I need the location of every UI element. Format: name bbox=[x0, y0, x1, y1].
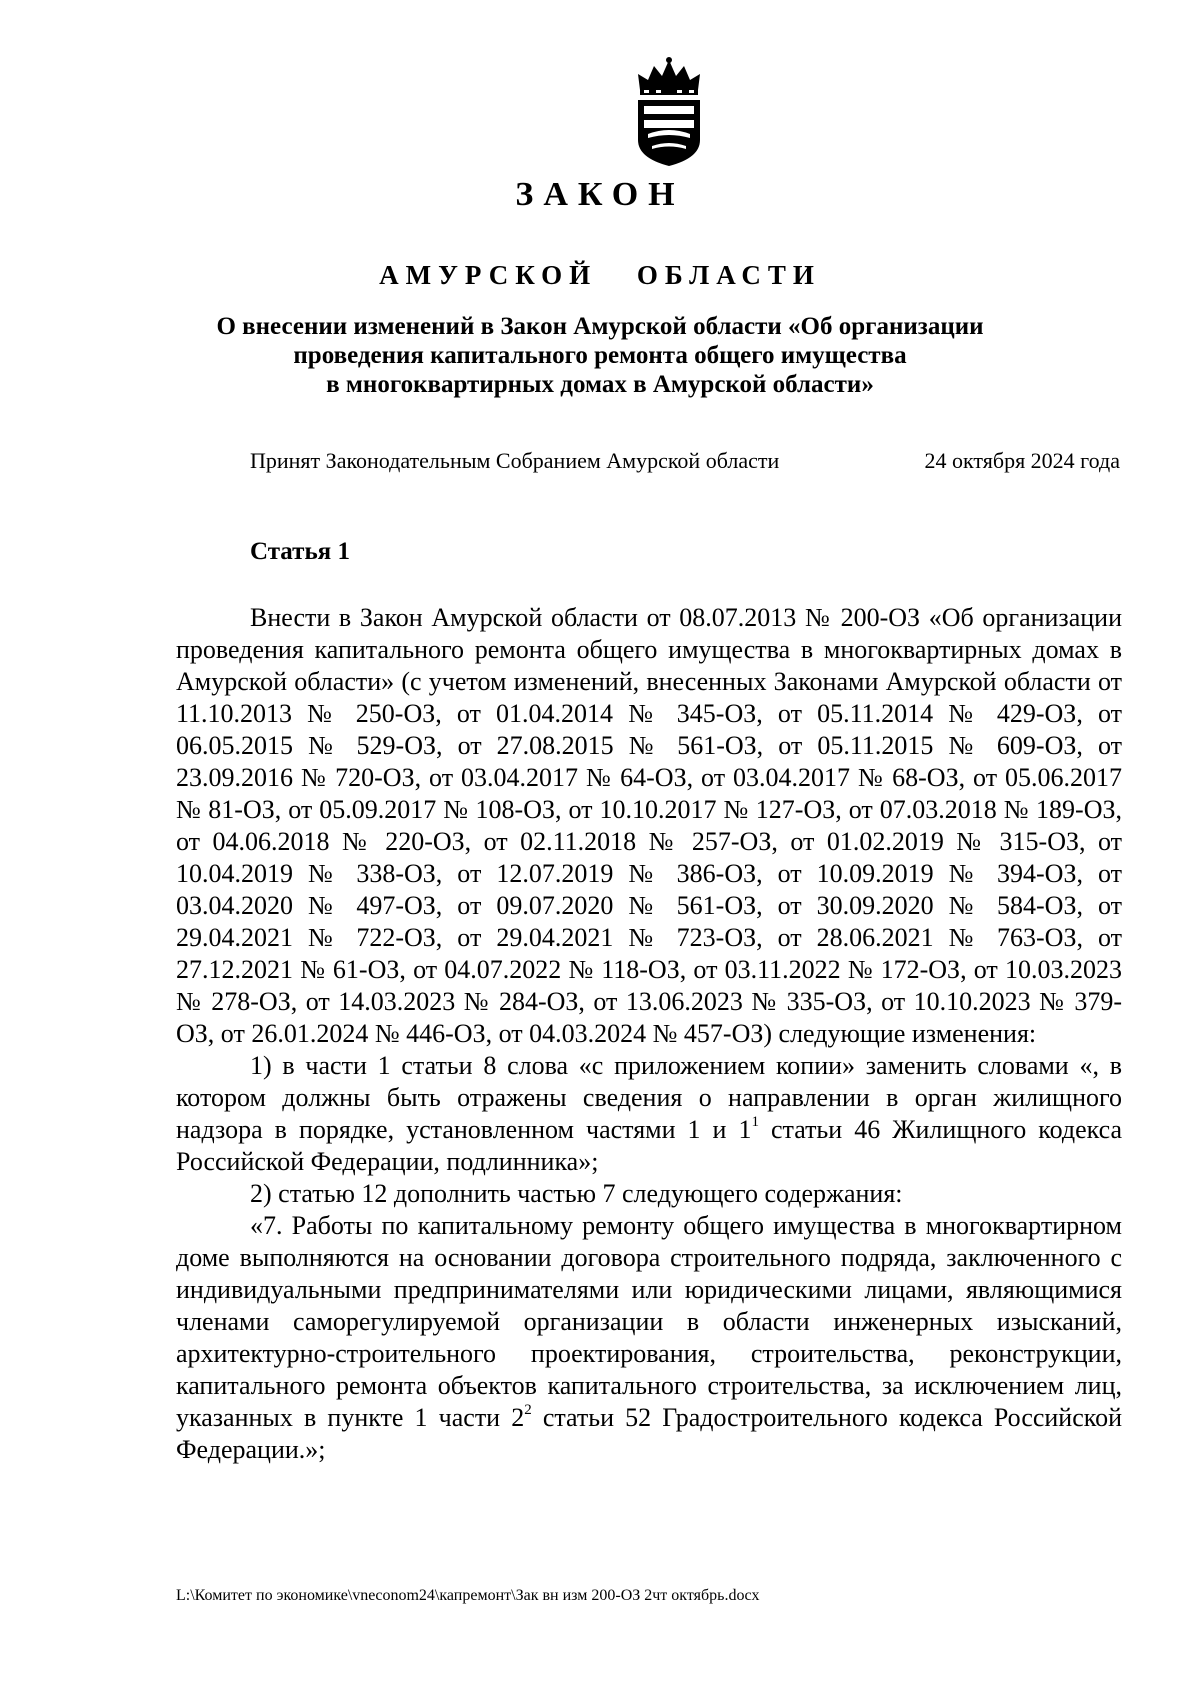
file-path-footer: L:\Комитет по экономике\vneconom24\капремонт\Зак вн изм 200-ОЗ 2чт октябрь.docx bbox=[176, 1587, 760, 1604]
subtitle-line: О внесении изменений в Закон Амурской области «Об организации bbox=[216, 313, 984, 340]
region-title: АМУРСКОЙ ОБЛАСТИ bbox=[379, 260, 821, 290]
article-body bbox=[176, 602, 1122, 1466]
amendment-quote bbox=[176, 1210, 1122, 1466]
amur-oblast-coat-of-arms-icon bbox=[632, 56, 706, 168]
article-intro: Внести в Закон Амурской области от 08.07.2013 № 200-ОЗ «Об организации проведения капитального ремонта общего имущества в многоквартирных домах в Амурской области» (с учетом изменений, внесенных Законами Амурской области от 11.10.2013 № 250-ОЗ, от 01.04.2014 № 345-ОЗ, от 05.11.2014 № 429-ОЗ, от 06.05.2015 № 529-ОЗ, от 27.08.2015 № 561-ОЗ, от 05.11.2015 № 609-ОЗ, от 23.09.2016 № 720-ОЗ, от 03.04.2017 № 64-ОЗ, от 03.04.2017 № 68-ОЗ, от 05.06.2017 № 81-ОЗ, от 05.09.2017 № 108-ОЗ, от 10.10.2017 № 127-ОЗ, от 07.03.2018 № 189-ОЗ, от 04.06.2018 № 220-ОЗ, от 02.11.2018 № 257-ОЗ, от 01.02.2019 № 315-ОЗ, от 10.04.2019 № 338-ОЗ, от 12.07.2019 № 386-ОЗ, от 10.09.2019 № 394-ОЗ, от 03.04.2020 № 497-ОЗ, от 09.07.2020 № 561-ОЗ, от 30.09.2020 № 584-ОЗ, от 29.04.2021 № 722-ОЗ, от 29.04.2021 № 723-ОЗ, от 28.06.2021 № 763-ОЗ, от 27.12.2021 № 61-ОЗ, от 04.07.2022 № 118-ОЗ, от 03.11.2022 № 172-ОЗ, от 10.03.2023 № 278-ОЗ, от 14.03.2023 № 284-ОЗ, от 13.06.2023 № 335-ОЗ, от 10.10.2023 № 379-ОЗ, от 26.01.2024 № 446-ОЗ, от 04.03.2024 № 457-ОЗ) следующие изменения: bbox=[176, 603, 1122, 1048]
adoption-date: 24 октября 2024 года bbox=[924, 448, 1120, 473]
superscript: 1 bbox=[751, 1114, 759, 1130]
item-1-text-end: статьи 46 Жилищного кодекса Российской Федерации, подлинника»; bbox=[176, 1115, 1122, 1176]
subtitle-line: в многоквартирных домах в Амурской области» bbox=[326, 371, 874, 398]
document-title: ЗАКОН bbox=[515, 176, 685, 213]
amendment-item-2: 2) статью 12 дополнить частью 7 следующего содержания: bbox=[250, 1179, 903, 1208]
adopted-by: Принят Законодательным Собранием Амурской области bbox=[250, 448, 780, 473]
subtitle-line: проведения капитального ремонта общего имущества bbox=[293, 342, 907, 369]
quote-text-end: статьи 52 Градостроительного кодекса Российской Федерации.»; bbox=[176, 1403, 1122, 1464]
superscript: 2 bbox=[524, 1402, 532, 1418]
article-heading: Статья 1 bbox=[250, 538, 350, 565]
quote-text: «7. Работы по капитальному ремонту общего имущества в многоквартирном доме выполняются на основании договора строительного подряда, заключенного с индивидуальными предпринимателями или юридическими лицами, являющимися членами саморегулируемой организации в области инженерных изысканий, архитектурно-строительного проектирования, строительства, реконструкции, капитального ремонта объектов капитального строительства, за исключением лиц, указанных в пункте 1 части 2 bbox=[176, 1211, 1122, 1432]
item-1-text: 1) в части 1 статьи 8 слова «с приложением копии» заменить словами «, в котором должны быть отражены сведения о направлении в орган жилищного надзора в порядке, установленном частями 1 и 1 bbox=[176, 1051, 1122, 1144]
law-subtitle bbox=[0, 312, 1200, 399]
amendment-item-1 bbox=[176, 1050, 1122, 1178]
adoption-line bbox=[250, 448, 1120, 474]
